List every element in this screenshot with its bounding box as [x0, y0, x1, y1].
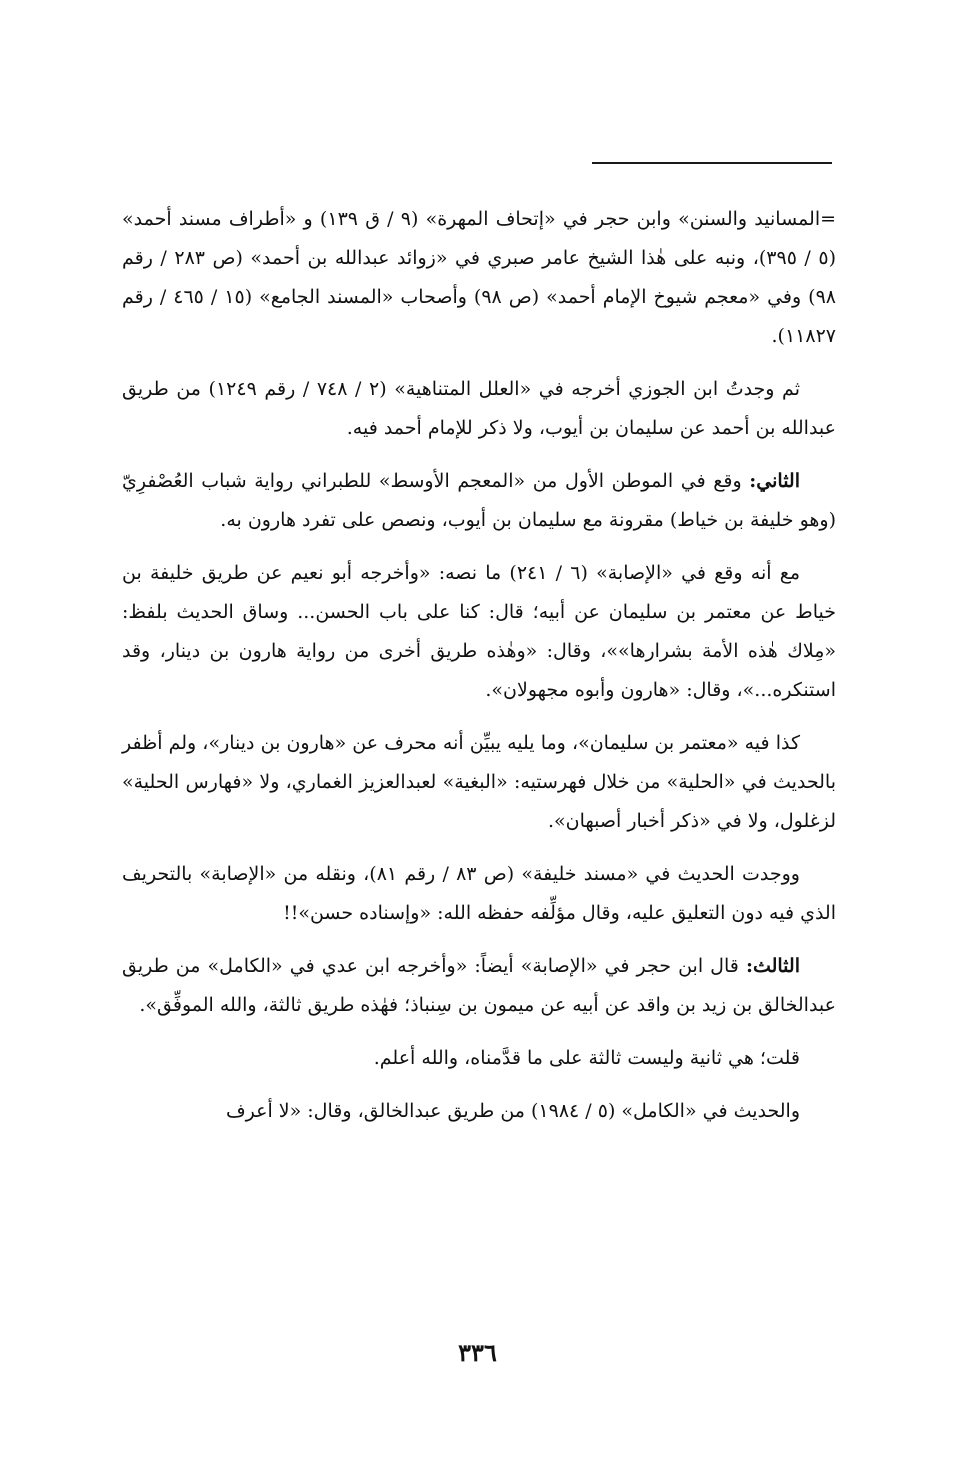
- footnote-paragraph: [122, 554, 836, 710]
- footnote-paragraph: [122, 1039, 836, 1078]
- paragraph-text: والحديث في «الكامل» (٥ / ١٩٨٤) من طريق عبدالخالق، وقال: «لا أعرف: [225, 1100, 800, 1122]
- paragraph-text: كذا فيه «معتمر بن سليمان»، وما يليه يبيِّن أنه محرف عن «هارون بن دينار»، ولم أظفر بالحديث في «الحلية» من خلال فهرستيه: «البغية» لعبدالعزيز الغماري، ولا «فهارس الحلية» لزغلول، ولا في «ذكر أخبار أصبهان».: [122, 732, 836, 832]
- footnote-column: [122, 200, 836, 1145]
- footnote-paragraph: [122, 947, 836, 1025]
- paragraph-text: مع أنه وقع في «الإصابة» (٦ / ٢٤١) ما نصه: «وأخرجه أبو نعيم عن طريق خليفة بن خياط عن معتمر بن سليمان عن أبيه؛ قال: كنا على باب الحسن... وساق الحديث بلفظ: «مِلاك هٰذه الأمة بشرارها»»، وقال: «وهٰذه طريق أخرى من رواية هارون بن دينار، وقد استنكره...»، وقال: «هارون وأبوه مجهولان».: [122, 562, 836, 701]
- page-number: ٣٣٦: [458, 1338, 497, 1367]
- footnote-paragraph: [122, 855, 836, 933]
- footnote-paragraph: [122, 462, 836, 540]
- paragraph-text: قال ابن حجر في «الإصابة» أيضاً: «وأخرجه ابن عدي في «الكامل» من طريق عبدالخالق بن زيد بن واقد عن أبيه عن ميمون بن سِنباذ؛ فهٰذه طريق ثالثة، والله الموفِّق».: [122, 955, 836, 1016]
- footnote-paragraph: [122, 724, 836, 841]
- footnote-separator-rule: [592, 162, 832, 164]
- paragraph-text: =المسانيد والسنن» وابن حجر في «إتحاف المهرة» (٩ / ق ١٣٩) و «أطراف مسند أحمد» (٥ / ٣٩٥)، ونبه على هٰذا الشيخ عامر صبري في «زوائد عبدالله بن أحمد» (ص ٢٨٣ / رقم ٩٨) وفي «معجم شيوخ الإمام أحمد» (ص ٩٨) وأصحاب «المسند الجامع» (١٥ / ٤٦٥ / رقم ١١٨٢٧).: [122, 208, 837, 347]
- paragraph-text: قلت؛ هي ثانية وليست ثالثة على ما قدَّمناه، والله أعلم.: [373, 1047, 800, 1069]
- paragraph-text: وقع في الموطن الأول من «المعجم الأوسط» للطبراني رواية شباب العُصْفرِيّ (وهو خليفة بن خياط) مقرونة مع سليمان بن أيوب، ونصص على تفرد هارون به.: [122, 470, 836, 531]
- paragraph-text: ووجدت الحديث في «مسند خليفة» (ص ٨٣ / رقم ٨١)، ونقله من «الإصابة» بالتحريف الذي فيه دون التعليق عليه، وقال مؤلِّفه حفظه الله: «وإسناده حسن»!!: [122, 863, 836, 924]
- footnote-paragraph: [122, 370, 836, 448]
- paragraph-lead-heading: الثاني:: [749, 470, 800, 492]
- paragraph-text: ثم وجدتُ ابن الجوزي أخرجه في «العلل المتناهية» (٢ / ٧٤٨ / رقم ١٢٤٩) من طريق عبدالله بن أحمد عن سليمان بن أيوب، ولا ذكر للإمام أحمد فيه.: [122, 378, 836, 439]
- paragraph-lead-heading: الثالث:: [745, 955, 800, 977]
- footnote-paragraph: [122, 1092, 836, 1131]
- footnote-paragraph: [122, 200, 836, 356]
